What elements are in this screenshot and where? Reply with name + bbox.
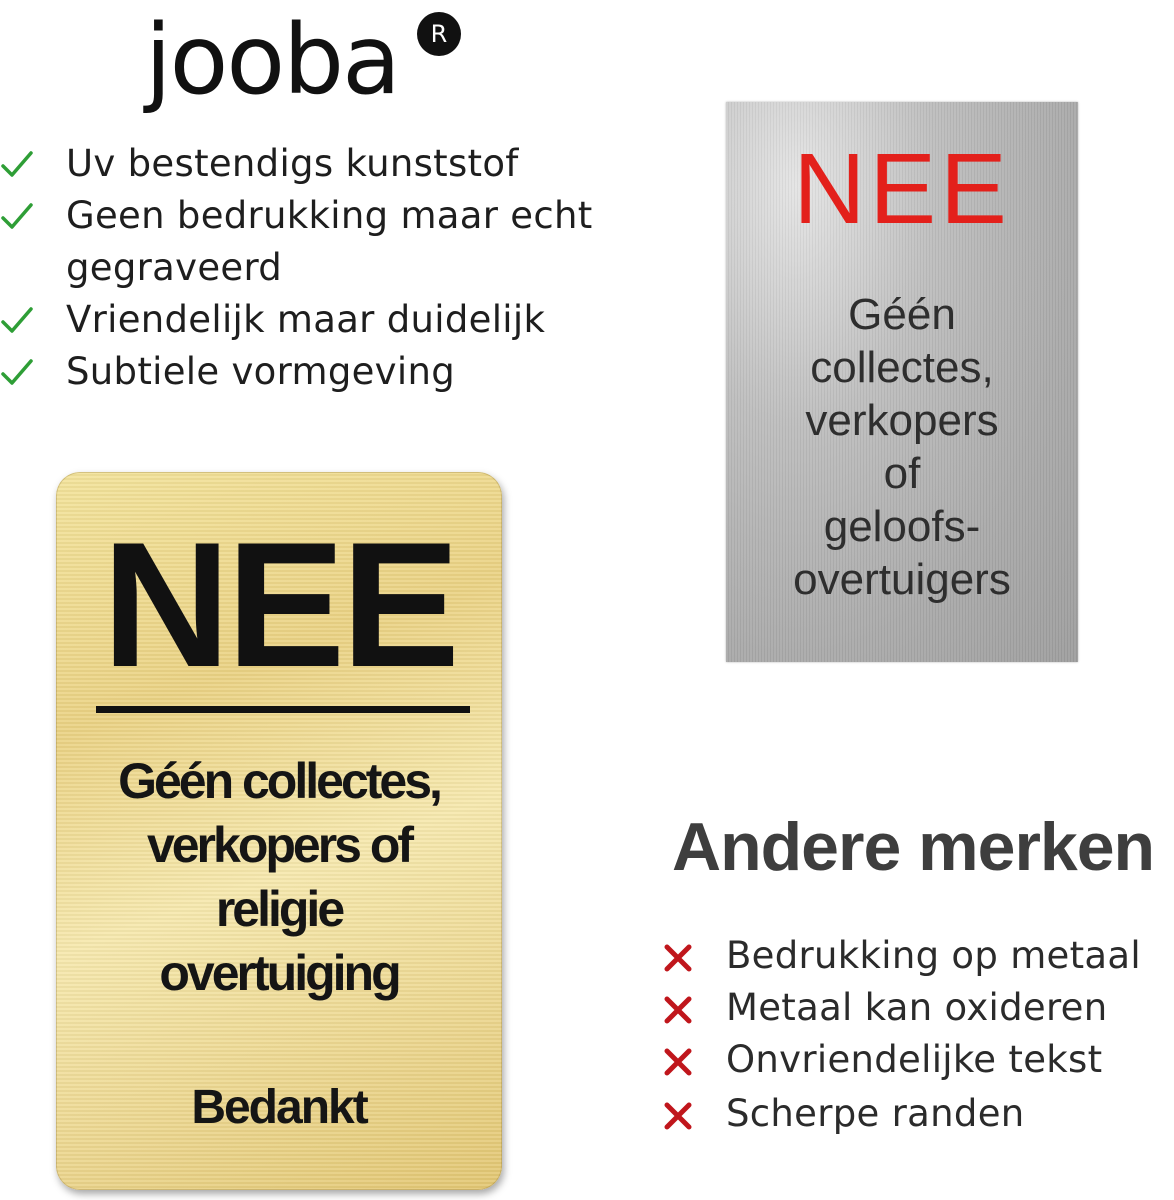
pros-item-continued: gegraveerd [66,246,283,289]
silver-sign-line: overtuigers [793,555,1011,604]
pros-list [0,140,640,400]
silver-sign [726,102,1078,662]
pros-item: Uv bestendigs kunststof [66,142,519,185]
pros-item: Geen bedrukking maar echt [66,194,593,237]
registered-mark: R [417,12,461,56]
pros-item: Subtiele vormgeving [66,350,455,393]
silver-sign-heading: NEE [793,133,1011,245]
silver-sign-line: geloofs- [823,502,981,551]
silver-sign-line: collectes, [810,343,994,392]
cons-item: Metaal kan oxideren [726,986,1108,1029]
check-icon [0,304,34,338]
cons-item: Scherpe randen [726,1092,1025,1135]
cons-item: Bedrukking op metaal [726,934,1141,977]
gold-sign-heading: NEE [102,505,456,704]
cons-list [0,930,1174,1150]
gold-sign-line: overtuiging [159,945,399,1001]
pros-item: Vriendelijk maar duidelijk [66,298,546,341]
gold-sign-line: verkopers of [146,817,412,873]
cross-icon [662,994,694,1026]
gold-sign-divider [96,706,470,713]
cross-icon [662,942,694,974]
silver-sign-line: of [883,449,921,498]
silver-sign-line: Géén [848,290,956,339]
gold-sign-footer: Bedankt [191,1081,367,1134]
brand-logo [145,4,475,120]
cross-icon [662,1100,694,1132]
cross-icon [662,1046,694,1078]
other-brands-title: Andere merken [672,809,1155,885]
silver-sign-line: verkopers [805,396,999,445]
gold-sign-line: Géén collectes, [118,753,440,809]
check-icon [0,200,34,234]
cons-item: Onvriendelijke tekst [726,1038,1103,1081]
check-icon [0,148,34,182]
gold-sign-line: religie [215,881,343,937]
logo-wordmark: jooba [145,4,399,116]
check-icon [0,356,34,390]
